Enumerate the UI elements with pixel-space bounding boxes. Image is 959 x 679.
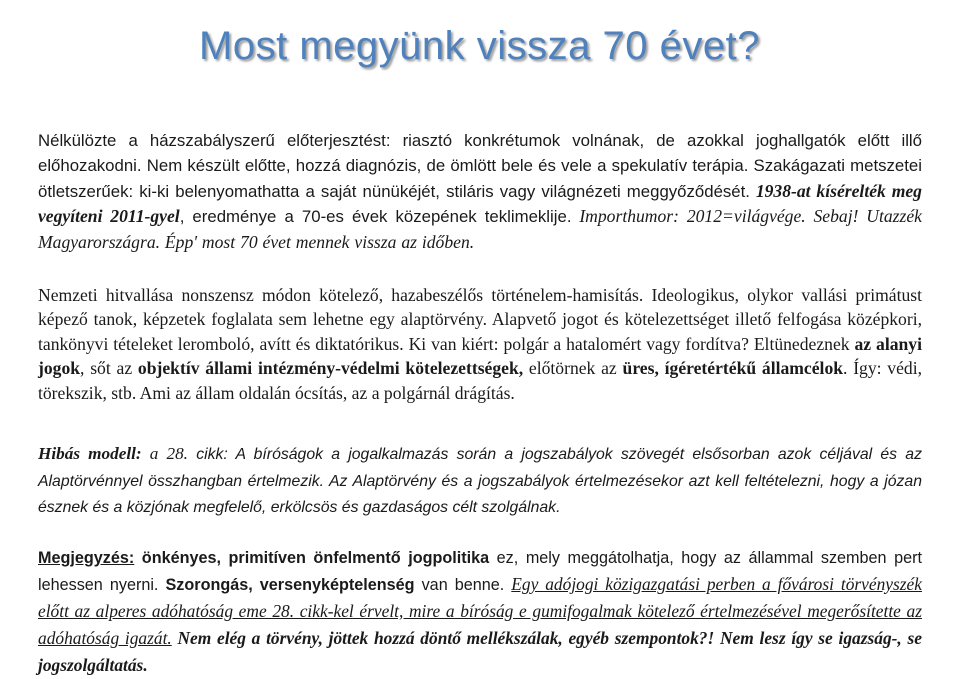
paragraph-note: [38, 545, 922, 679]
intro-bold-italic: 1938-at kísérelték meg vegyíteni 2011-gyel: [38, 180, 922, 227]
critique-bold-2: objektív állami intézmény-védelmi kötelezettségek,: [137, 358, 524, 379]
note-underlined: Egy adójogi közigazgatási perben a fővárosi törvényszék előtt az alperes adóhatóság eme 28. cikk-kel érvelt, mire a bíróság e gumifogalmak kötelező értelmezésével megerősítette az adóhatóság igazát.: [38, 574, 922, 648]
model-quote: cikk: A bíróságok a jogalkalmazás során a jogszabályok szövegét elsősorban azok céljával és az Alaptörvénnyel összhangban értelmezik. Az Alaptörvény és a jogszabályok értelmezésekor azt kell feltételezni, hogy a józan észnek és a közjónak megfelelő, erkölcsös és gazdaságos célt szolgálnak.: [38, 446, 922, 517]
note-bold-italic: Nem elég a törvény, jöttek hozzá döntő mellékszálak, egyéb szempontok?! Nem lesz így se igazság-, se jogszolgáltatás.: [38, 628, 922, 675]
note-text-2: van benne.: [414, 576, 512, 594]
critique-text-2: , sőt az: [80, 358, 133, 379]
model-number: a 28.: [141, 444, 188, 463]
model-label: Hibás modell:: [38, 444, 142, 463]
note-text-1: ez, mely meggátolhatja, hogy az állammal szemben pert lehessen nyerni.: [38, 549, 922, 594]
critique-text-4: . Így: védi, törekszik, stb. Ami az állam oldalán ócsítás, az a polgárnál drágítás.: [38, 358, 922, 403]
note-bold-2: Szorongás, versenyképtelenség: [165, 576, 415, 594]
intro-text-2: , eredménye a 70-es évek közepének teklimeklije.: [179, 207, 572, 227]
critique-text-3: előtörnek az: [523, 358, 617, 379]
paragraph-critique: [38, 283, 922, 405]
paragraph-model: [38, 441, 922, 521]
note-bold-1: önkényes, primitíven önfelmentő jogpolitika: [134, 549, 490, 567]
slide-title: Most megyünk vissza 70 évet?: [199, 24, 760, 68]
intro-text: Nélkülözte a házszabályszerű előterjesztést: riasztó konkrétumok volnának, de azokkal joghallgatók előtt illő előhozakodni. Nem készült előtte, hozzá diagnózis, de ömlött bele és vele a spekulatív terápia. Szakágazati metszetei ötletszerűek: ki-ki belenyomathatta a saját nünükéjét, stiláris vagy világnézeti meggyőződését.: [38, 131, 922, 201]
critique-text: Nemzeti hitvallása nonszensz módon kötelező, hazabeszélős történelem-hamisítás. Ideologikus, olykor vallási primátust képező tanok, képzetek foglalata sem lehetne egy alaptörvény. Alapvető jogot és kötelezettséget illető felfogása középkori, tankönyvi tételeket leromboló, avítt és diktatórikus. Ki van kiért: polgár a hatalomért vagy fordítva? Eltünedeznek: [38, 285, 922, 354]
paragraph-intro: [38, 128, 922, 254]
intro-italic: Importhumor: 2012=világvége. Sebaj! Utazzék Magyarországra. Épp' most 70 évet mennek vissza az időben.: [38, 206, 922, 252]
critique-bold-3: üres, ígéretértékű államcélok: [622, 358, 844, 379]
note-label: Megjegyzés:: [38, 549, 135, 567]
critique-bold-1: az alanyi jogok: [38, 333, 922, 379]
